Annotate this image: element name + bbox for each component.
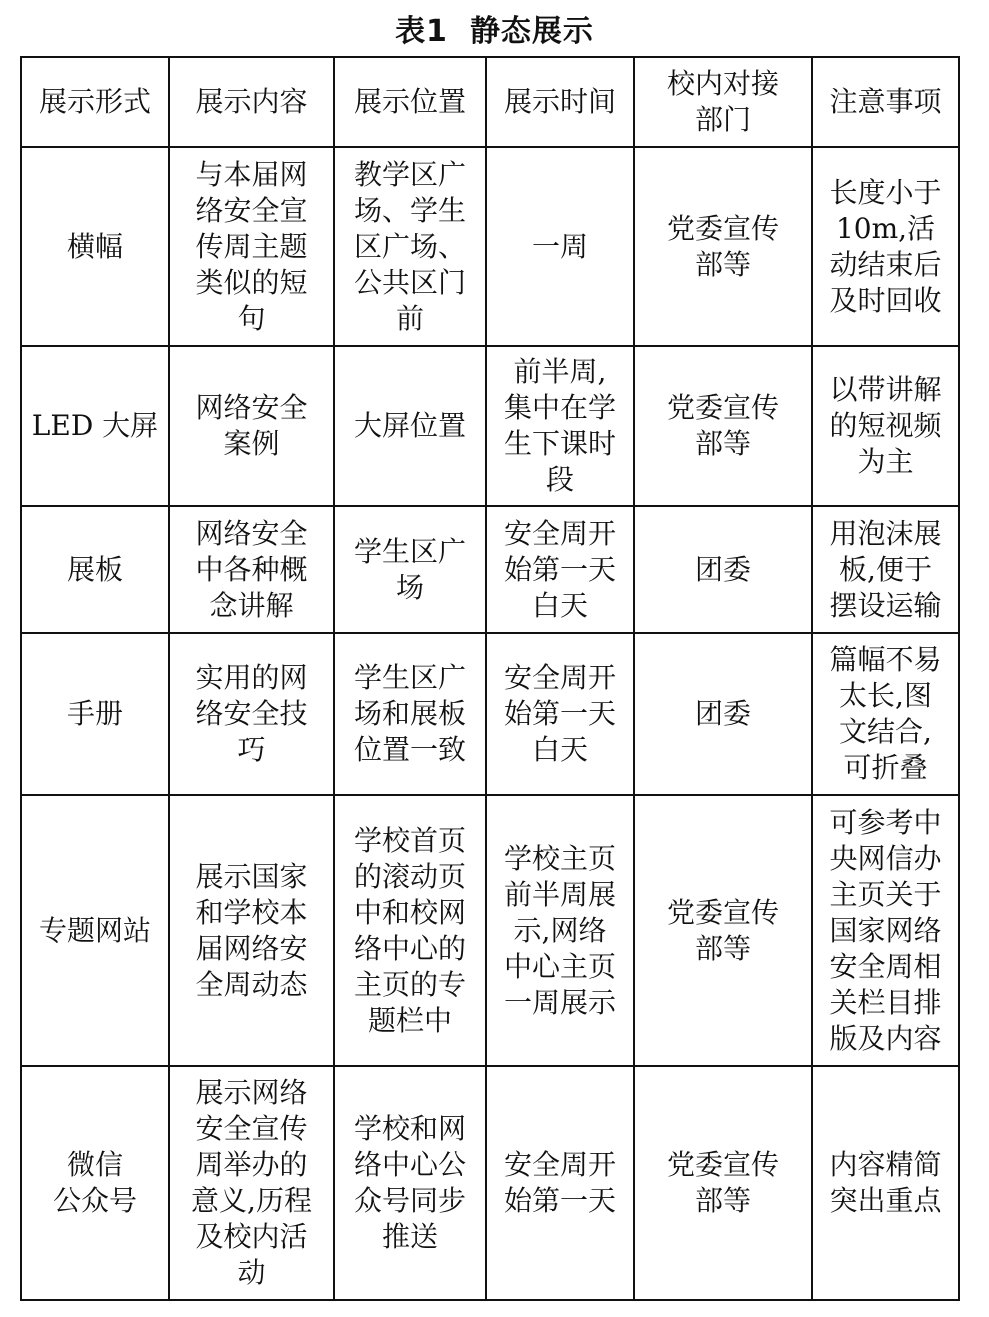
table-cell: 专题网站 xyxy=(21,795,169,1066)
table-cell: 团委 xyxy=(634,633,812,795)
table-title: 静态展示 xyxy=(469,14,594,49)
header-cell: 校内对接 部门 xyxy=(634,57,812,147)
table-cell: 安全周开 始第一天 白天 xyxy=(486,633,634,795)
table-cell: 可参考中 央网信办 主页关于 国家网络 安全周相 关栏目排 版及内容 xyxy=(812,795,959,1066)
table-cell: 内容精简 突出重点 xyxy=(812,1066,959,1300)
table-cell: 以带讲解 的短视频 为主 xyxy=(812,346,959,506)
table-cell: LED 大屏 xyxy=(21,346,169,506)
table-cell: 一周 xyxy=(486,147,634,346)
table-cell: 与本届网 络安全宣 传周主题 类似的短 句 xyxy=(169,147,334,346)
table-row xyxy=(21,795,959,1066)
table-cell: 学生区广 场和展板 位置一致 xyxy=(334,633,486,795)
header-cell: 展示位置 xyxy=(334,57,486,147)
table-row xyxy=(21,1066,959,1300)
header-row xyxy=(21,57,959,147)
header-cell: 展示内容 xyxy=(169,57,334,147)
table-cell: 手册 xyxy=(21,633,169,795)
table-cell: 网络安全 中各种概 念讲解 xyxy=(169,506,334,633)
table-row xyxy=(21,633,959,795)
table-cell: 安全周开 始第一天 xyxy=(486,1066,634,1300)
table-cell: 党委宣传 部等 xyxy=(634,795,812,1066)
table-cell: 大屏位置 xyxy=(334,346,486,506)
header-cell: 展示形式 xyxy=(21,57,169,147)
table-cell: 展示网络 安全宣传 周举办的 意义,历程 及校内活 动 xyxy=(169,1066,334,1300)
static-display-table xyxy=(20,56,960,1301)
table-cell: 教学区广 场、学生 区广场、 公共区门 前 xyxy=(334,147,486,346)
table-cell: 安全周开 始第一天 白天 xyxy=(486,506,634,633)
table-row xyxy=(21,346,959,506)
table-cell: 前半周, 集中在学 生下课时 段 xyxy=(486,346,634,506)
table-cell: 学校主页 前半周展 示,网络 中心主页 一周展示 xyxy=(486,795,634,1066)
table-cell: 展板 xyxy=(21,506,169,633)
table-row xyxy=(21,506,959,633)
table-caption xyxy=(0,6,989,50)
table-number: 表1 xyxy=(395,14,448,49)
table-cell: 网络安全 案例 xyxy=(169,346,334,506)
header-cell: 展示时间 xyxy=(486,57,634,147)
table-cell: 党委宣传 部等 xyxy=(634,1066,812,1300)
table-cell: 学校首页 的滚动页 中和校网 络中心的 主页的专 题栏中 xyxy=(334,795,486,1066)
table-cell: 微信 公众号 xyxy=(21,1066,169,1300)
table-cell: 篇幅不易 太长,图 文结合, 可折叠 xyxy=(812,633,959,795)
table-cell: 党委宣传 部等 xyxy=(634,346,812,506)
table-cell: 实用的网 络安全技 巧 xyxy=(169,633,334,795)
table-cell: 学校和网 络中心公 众号同步 推送 xyxy=(334,1066,486,1300)
table-cell: 党委宣传 部等 xyxy=(634,147,812,346)
table-cell: 团委 xyxy=(634,506,812,633)
header-cell: 注意事项 xyxy=(812,57,959,147)
table-cell: 用泡沫展 板,便于 摆设运输 xyxy=(812,506,959,633)
table-cell: 长度小于 10m,活 动结束后 及时回收 xyxy=(812,147,959,346)
table-cell: 展示国家 和学校本 届网络安 全周动态 xyxy=(169,795,334,1066)
table-row xyxy=(21,147,959,346)
table-cell: 学生区广 场 xyxy=(334,506,486,633)
table-cell: 横幅 xyxy=(21,147,169,346)
